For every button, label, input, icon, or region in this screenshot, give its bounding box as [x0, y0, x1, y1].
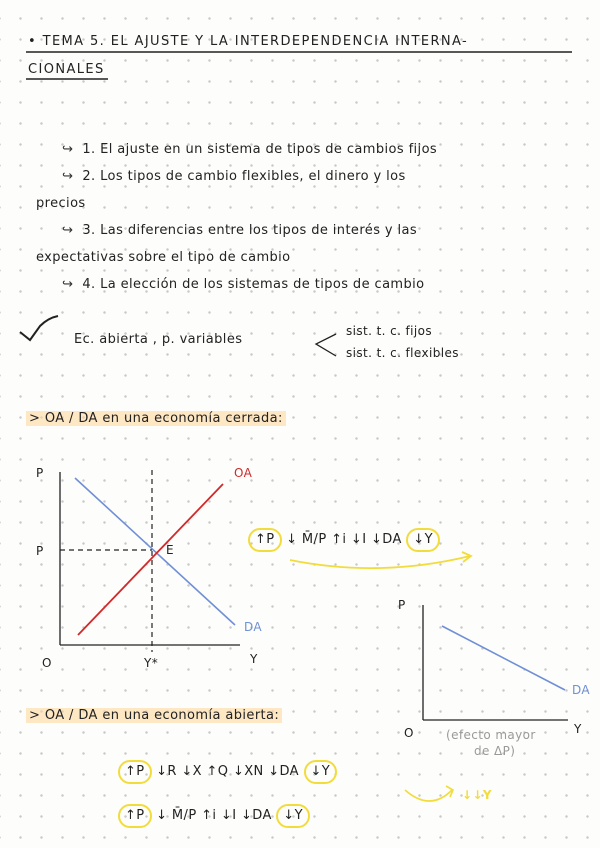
- check-mark-icon: [20, 316, 58, 340]
- topic-2: [62, 169, 406, 184]
- topic-3-text: 3. Las diferencias entre los tipos de interés y las: [82, 223, 418, 238]
- chain-open-1: [118, 760, 337, 784]
- chain-closed-start: ↑P: [248, 528, 282, 552]
- graph1-equilibrium: E: [166, 543, 174, 557]
- graph2-demand-curve: [442, 626, 565, 690]
- topic-4: [62, 277, 425, 292]
- chain-open-2-start: ↑P: [118, 804, 152, 828]
- hook-arrow-icon: ↪: [62, 142, 74, 157]
- section-closed-economy: > OA / DA en una economía cerrada:: [26, 411, 286, 426]
- topic-4-text: 4. La elección de los sistemas de tipos de cambio: [82, 277, 425, 292]
- yellow-result-arrow: [405, 790, 452, 801]
- chain-open-1-mid: ↓R ↓X ↑Q ↓XN ↓DA: [156, 764, 299, 779]
- hook-arrow-icon: ↪: [62, 277, 74, 292]
- graph1-demand-label: DA: [244, 620, 263, 634]
- chain-open-1-start: ↑P: [118, 760, 152, 784]
- graph1-supply-curve: [78, 484, 223, 635]
- option-flexible: sist. t. c. flexibles: [346, 346, 459, 360]
- chain-open-1-end: ↓Y: [304, 760, 338, 784]
- topic-1-text: 1. El ajuste en un sistema de tipos de cambios fijos: [82, 142, 438, 157]
- graph1-origin: O: [42, 656, 52, 670]
- chain-closed-end: ↓Y: [406, 528, 440, 552]
- result-note: ↓↓Y: [462, 788, 492, 802]
- bracket-icon: [316, 334, 336, 356]
- graph2-note-line1: (efecto mayor: [446, 728, 536, 742]
- graph2-note-line2: de ΔP): [474, 744, 516, 758]
- chain-closed-mid: ↓ M̄/P ↑i ↓I ↓DA: [286, 532, 402, 547]
- topic-1: [62, 142, 437, 157]
- graph1-demand-curve: [75, 478, 235, 625]
- section-open-economy: > OA / DA en una economía abierta:: [26, 708, 282, 723]
- chain-open-2-mid: ↓ M̄/P ↑i ↓I ↓DA: [156, 808, 272, 823]
- topic-2-text: 2. Los tipos de cambio flexibles, el dinero y los: [82, 169, 406, 184]
- chain-open-2-end: ↓Y: [276, 804, 310, 828]
- graph1-axis-x-label: Y: [250, 652, 258, 666]
- option-fixed: sist. t. c. fijos: [346, 324, 433, 338]
- page-title-continuation: CIONALES: [28, 62, 105, 77]
- hook-arrow-icon: ↪: [62, 169, 74, 184]
- graph1-supply-label: OA: [234, 466, 253, 480]
- chain-open-2: [118, 804, 310, 828]
- topic-3: [62, 223, 417, 238]
- page-title: • TEMA 5. EL AJUSTE Y LA INTERDEPENDENCIA INTERNA-: [28, 34, 469, 49]
- chain-closed: [248, 528, 440, 552]
- graph2-axis-y-label: P: [398, 598, 406, 612]
- topic-2-cont: precios: [36, 196, 86, 211]
- graph1-axis-y-label: P: [36, 466, 44, 480]
- graph1-output-tick: Y*: [144, 656, 159, 670]
- topic-3-cont: expectativas sobre el tipo de cambio: [36, 250, 291, 265]
- graph2-origin: O: [404, 726, 414, 740]
- graph2-demand-label: DA: [572, 683, 591, 697]
- yellow-arrow-curve: [290, 556, 470, 568]
- hook-arrow-icon: ↪: [62, 223, 74, 238]
- open-economy-main: Ec. abierta , p. variables: [74, 332, 243, 347]
- graph2-axis-x-label: Y: [574, 722, 582, 736]
- graph1-price-tick: P: [36, 544, 44, 558]
